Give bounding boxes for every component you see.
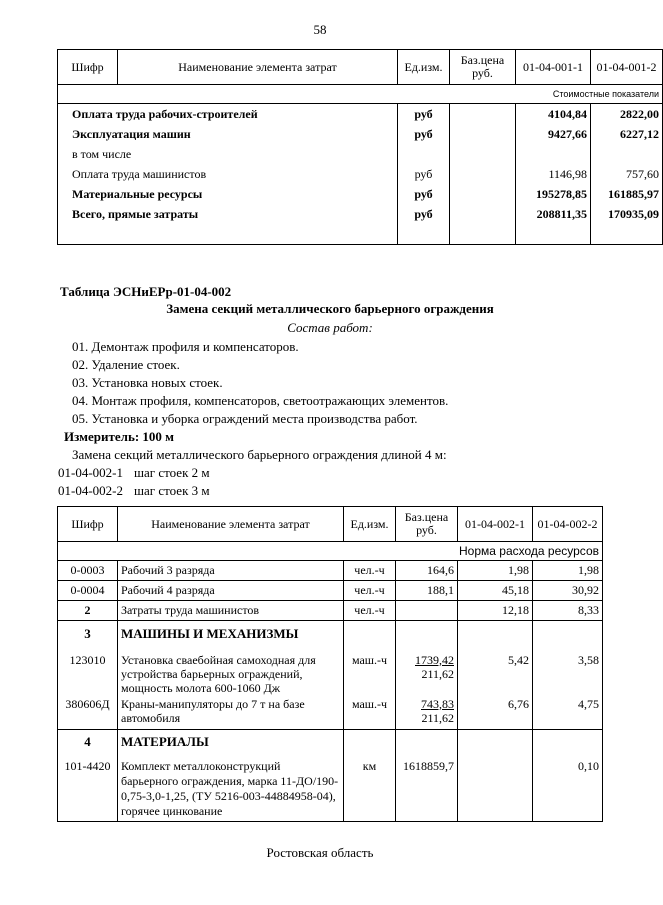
table-row-name: Оплата труда рабочих-строителей	[58, 104, 398, 125]
table-row-name: Оплата труда машинистов	[58, 164, 398, 184]
table-row-value: 4104,84	[516, 104, 591, 125]
resource-value: 8,33	[533, 601, 603, 621]
resource-price: 1618859,7	[396, 755, 458, 822]
table-row-value: 1146,98	[516, 164, 591, 184]
resource-name: Рабочий 4 разряда	[118, 581, 344, 601]
header-col-1: 01-04-001-1	[516, 50, 591, 85]
header-unit: Ед.изм.	[344, 507, 396, 542]
header-col-2: 01-04-002-2	[533, 507, 603, 542]
resource-value: 4,75	[533, 695, 603, 730]
section-title: Замена секций металлического барьерного ограждения	[166, 301, 494, 316]
table-row-value: 161885,97	[591, 184, 663, 204]
resource-code: 380606Д	[58, 695, 118, 730]
resource-name: Установка сваебойная самоходная для устройства барьерных ограждений, мощность молота 600-1060 Дж	[118, 647, 344, 695]
resource-unit: чел.-ч	[344, 581, 396, 601]
table-row-unit: руб	[398, 124, 450, 144]
section-heading: МАШИНЫ И МЕХАНИЗМЫ	[118, 621, 344, 647]
resource-name: Краны-манипуляторы до 7 т на базе автомобиля	[118, 695, 344, 730]
header-code: Шифр	[58, 507, 118, 542]
table-row-value: 9427,66	[516, 124, 591, 144]
resource-unit: маш.-ч	[344, 647, 396, 695]
table-subheader: Норма расхода ресурсов	[58, 542, 603, 561]
resource-value: 1,98	[533, 561, 603, 581]
resource-name: Затраты труда машинистов	[118, 601, 344, 621]
variant-code: 01-04-002-2	[58, 483, 123, 498]
table-row-value: 195278,85	[516, 184, 591, 204]
resource-price-machinist: 211,62	[421, 710, 454, 725]
resource-unit: маш.-ч	[344, 695, 396, 730]
table-row-name: в том числе	[58, 144, 398, 164]
variant-code: 01-04-002-1	[58, 465, 123, 480]
table-row-value: 2822,00	[591, 104, 663, 125]
work-step: 01. Демонтаж профиля и компенсаторов.	[72, 339, 299, 354]
table-row-name: Материальные ресурсы	[58, 184, 398, 204]
variant-text: шаг стоек 2 м	[134, 465, 210, 480]
description: Замена секций металлического барьерного ограждения длиной 4 м:	[72, 447, 447, 462]
page-number: 58	[313, 22, 327, 37]
work-step: 05. Установка и уборка ограждений места производства работ.	[72, 411, 418, 426]
header-col-2: 01-04-001-2	[591, 50, 663, 85]
work-step: 02. Удаление стоек.	[72, 357, 180, 372]
table-row-value: 208811,35	[516, 204, 591, 224]
table-row-value: 757,60	[591, 164, 663, 184]
resource-value	[458, 755, 533, 822]
resource-value: 3,58	[533, 647, 603, 695]
resource-price-machinist: 211,62	[421, 666, 454, 681]
work-step: 03. Установка новых стоек.	[72, 375, 223, 390]
section-code: 4	[58, 729, 118, 755]
table-row-name: Всего, прямые затраты	[58, 204, 398, 224]
resource-unit: чел.-ч	[344, 561, 396, 581]
resource-table	[57, 506, 603, 822]
resource-value: 1,98	[458, 561, 533, 581]
section-code: 3	[58, 621, 118, 647]
section-heading: МАТЕРИАЛЫ	[118, 729, 344, 755]
resource-value: 5,42	[458, 647, 533, 695]
section-code: 2	[58, 601, 118, 621]
table-row-unit: руб	[398, 104, 450, 125]
header-price: Баз.цена руб.	[396, 507, 458, 542]
header-name: Наименование элемента затрат	[118, 507, 344, 542]
meter: Измеритель: 100 м	[64, 429, 175, 444]
resource-price: 1739,42	[415, 652, 454, 667]
table-row-value: 6227,12	[591, 124, 663, 144]
table-row-unit: руб	[398, 204, 450, 224]
resource-code: 101-4420	[58, 755, 118, 822]
header-code: Шифр	[58, 50, 118, 85]
resource-unit: км	[344, 755, 396, 822]
table-row-value: 170935,09	[591, 204, 663, 224]
resource-value: 12,18	[458, 601, 533, 621]
resource-value: 6,76	[458, 695, 533, 730]
header-col-1: 01-04-002-1	[458, 507, 533, 542]
table-title: Таблица ЭСНиЕРр-01-04-002	[60, 284, 232, 299]
resource-unit: чел.-ч	[344, 601, 396, 621]
table-row-unit: руб	[398, 184, 450, 204]
header-price: Баз.цена руб.	[450, 50, 516, 85]
resource-name: Комплект металлоконструкций барьерного ограждения, марка 11-ДО/190-0,75-3,0-1,25, (ТУ 5216-003-44884958-04), горячее цинкование	[118, 755, 344, 822]
header-unit: Ед.изм.	[398, 50, 450, 85]
resource-code: 123010	[58, 647, 118, 695]
variant-text: шаг стоек 3 м	[134, 483, 210, 498]
resource-price: 164,6	[396, 561, 458, 581]
resource-price: 743,83	[421, 696, 454, 711]
table-row-name: Эксплуатация машин	[58, 124, 398, 144]
table-subheader: Стоимостные показатели	[58, 85, 663, 104]
resource-name: Рабочий 3 разряда	[118, 561, 344, 581]
resource-value: 0,10	[533, 755, 603, 822]
resource-price: 188,1	[396, 581, 458, 601]
cost-table	[57, 49, 663, 245]
table-row-unit: руб	[398, 164, 450, 184]
resource-code: 0-0003	[58, 561, 118, 581]
resource-value: 30,92	[533, 581, 603, 601]
composition-title: Состав работ:	[287, 320, 373, 335]
resource-code: 0-0004	[58, 581, 118, 601]
page-footer: Ростовская область	[266, 845, 374, 860]
header-name: Наименование элемента затрат	[118, 50, 398, 85]
work-step: 04. Монтаж профиля, компенсаторов, светоотражающих элементов.	[72, 393, 449, 408]
resource-value: 45,18	[458, 581, 533, 601]
